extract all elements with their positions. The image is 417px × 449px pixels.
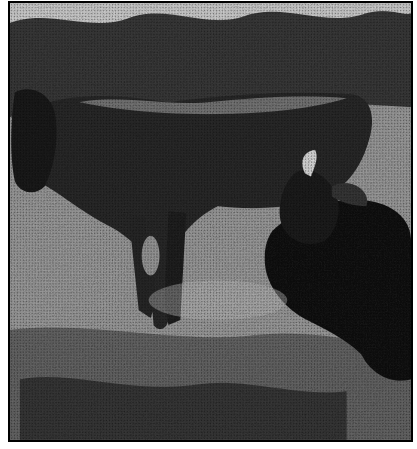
cattle-photograph: [8, 1, 413, 442]
photo-canvas: [10, 3, 411, 440]
halftone-overlay: [10, 3, 411, 440]
